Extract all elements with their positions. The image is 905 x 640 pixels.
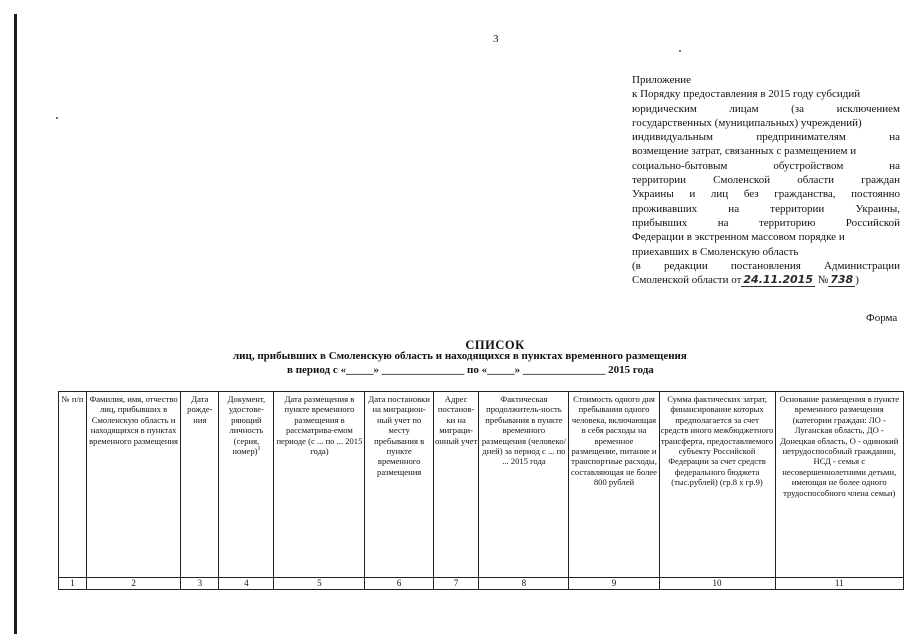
column-header [219,392,274,578]
column-number: 4 [219,578,274,590]
column-number: 5 [274,578,365,590]
period-line: в период с «_____» _______________ по «_____» _______________ 2015 года [287,364,654,376]
appendix-line: Федерации в экстренном массовом порядке и [632,231,845,244]
column-header: Фамилия, имя, отчество лиц, прибывших в Смоленскую область и находящихся в пунктах временного размещения [86,392,180,578]
column-header: Фактическая продолжитель-ность пребывания в пункте временного размещения (человеко/ дней) за период с ... по ... 2015 года [479,392,569,578]
edition-close: ) [855,274,859,287]
form-label: Форма [866,312,898,324]
appendix-heading: Приложение [632,74,692,86]
column-number: 7 [433,578,479,590]
column-number: 9 [569,578,659,590]
appendix-line: к Порядку предоставления в 2015 году субсидий [632,88,861,101]
column-header: Основание размещения в пункте временного размещения (категории граждан: ЛО - Луганская область, ДО - Донецкая область, О - одинокий нетрудоспособный гражданин, НСД - семья с несовершеннолетними детьми, имеющая не более одного трудоспособного члена семьи) [775,392,903,578]
page-number: 3 [493,33,499,45]
column-number: 8 [479,578,569,590]
column-header: Стоимость одного дня пребывания одного человека, включающая в себя расходы на временное размещение, питание и транспортные расходы, составляющая не более 800 рублей [569,392,659,578]
column-number-row [59,578,904,590]
column-number: 3 [181,578,219,590]
column-header: Сумма фактических затрат, финансирование которых предполагается за счет средств иного межбюджетного трансферта, предоставляемого субъекту Российской Федерации за счет средств федерального бюджета (тыс.рублей) (гр.8 х гр.9) [659,392,775,578]
column-header: Адрес постанов-ки на миграци-онный учет [433,392,479,578]
column-header-text: Документ, удостове-ряющий личность (серия, номер) [227,394,266,457]
appendix-line: территории Смоленской области граждан [632,174,900,187]
column-number: 10 [659,578,775,590]
appendix-line: индивидуальным предпринимателям на [632,131,900,144]
column-number: 1 [59,578,87,590]
list-subtitle: лиц, прибывших в Смоленскую область и находящихся в пунктах временного размещения [233,350,687,362]
scan-speck [679,50,681,52]
appendix-line: проживавших на территории Украины, [632,202,900,215]
scan-speck [56,117,58,119]
handwritten-date: 24.11.2015 [743,273,813,287]
persons-table [58,391,904,590]
scan-edge [14,14,17,634]
appendix-line: возмещение затрат, связанных с размещением и [632,145,857,158]
appendix-line: юридическим лицам (за исключением [632,102,900,115]
list-title: СПИСОК [465,338,525,352]
edition-prefix: Смоленской области от [632,274,742,287]
appendix-line: государственных (муниципальных) учреждений) [632,116,862,129]
appendix-line: приехавших в Смоленскую область [632,245,799,258]
column-header: Дата размещения в пункте временного размещения в рассматрива-емом периоде (с ... по ... 2015 года) [274,392,365,578]
appendix-line: социально-бытовым обустройством на [632,159,900,172]
column-number: 11 [775,578,903,590]
edition-ref [632,273,900,287]
column-number: 6 [365,578,433,590]
footnote-marker: 1 [257,446,261,453]
column-header: Дата рожде-ния [181,392,219,578]
column-number: 2 [86,578,180,590]
column-header: Дата постановки на миграцион-ный учет по месту пребывания в пункте временного размещения [365,392,433,578]
table-header-row [59,392,904,578]
edition-line: (в редакции постановления Администрации [632,259,900,272]
handwritten-number: 738 [830,273,854,287]
column-header: № п/п [59,392,87,578]
appendix-line: Украины и лиц без гражданства, постоянно [632,188,900,201]
appendix-block [632,73,900,287]
appendix-line: прибывших на территорию Российской [632,216,900,229]
number-label: № [817,274,829,287]
